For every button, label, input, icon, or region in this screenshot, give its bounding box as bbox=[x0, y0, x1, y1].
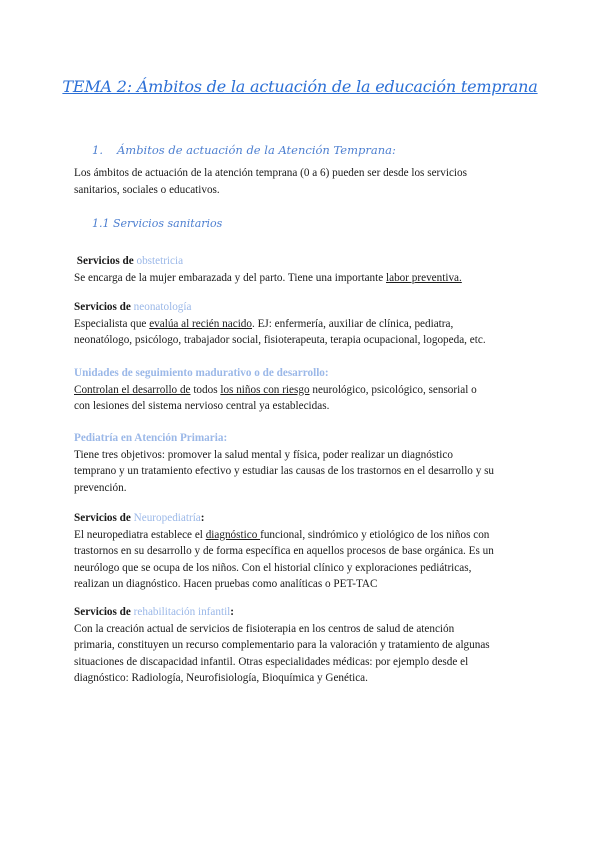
block-line-3: prevención. bbox=[74, 481, 127, 494]
text: neurológico, psicológico, sensorial o bbox=[309, 383, 477, 396]
heading-term: neonatología bbox=[133, 301, 192, 313]
block-line-4: realizan un diagnóstico. Hacen pruebas como analíticas o PET-TAC bbox=[74, 578, 378, 590]
section-heading-text: Ámbitos de actuación de la Atención Temprana: bbox=[116, 143, 396, 157]
block-line-1: Tiene tres objetivos: promover la salud mental y física, poder realizar un diagnóstico bbox=[74, 448, 453, 461]
block-neuropediatria bbox=[74, 510, 544, 593]
heading-term: obstetricia bbox=[136, 255, 184, 267]
text: . EJ: enfermería, auxiliar de clínica, pediatra, bbox=[252, 317, 454, 330]
intro-line-2: sanitarios, sociales o educativos. bbox=[74, 183, 220, 196]
section-heading-1 bbox=[92, 143, 396, 157]
underlined-text: Controlan el desarrollo de bbox=[74, 383, 191, 396]
underlined-text: evalúa al recién nacido bbox=[149, 317, 252, 330]
block-line-1 bbox=[74, 527, 544, 544]
block-heading bbox=[74, 604, 544, 621]
underlined-text: los niños con riesgo bbox=[220, 383, 310, 396]
block-line-2: neonatólogo, psicólogo, trabajador social, fisioterapeuta, terapia ocupacional, logopeda, etc. bbox=[74, 334, 486, 346]
heading-prefix: Servicios de bbox=[74, 606, 134, 618]
block-unidades bbox=[74, 365, 544, 415]
intro-line-1: Los ámbitos de actuación de la atención temprana (0 a 6) pueden ser desde los servicios bbox=[74, 167, 467, 179]
block-line-2: temprano y un tratamiento efectivo y estudiar las causas de los trastornos en el desarrollo y su bbox=[74, 465, 495, 477]
section-intro bbox=[74, 165, 544, 198]
block-heading: Pediatría en Atención Primaria: bbox=[74, 432, 228, 444]
heading-suffix: : bbox=[230, 606, 235, 618]
block-pediatria bbox=[74, 430, 544, 496]
text: Se encarga de la mujer embarazada y del parto. Tiene una importante bbox=[74, 271, 386, 284]
block-line-1: Con la creación actual de servicios de fisioterapia en los centros de salud de atención bbox=[74, 622, 455, 635]
underlined-text: labor preventiva. bbox=[386, 271, 462, 284]
block-line-1 bbox=[74, 382, 544, 399]
heading-prefix: Servicios de bbox=[76, 255, 137, 267]
text: funcional, sindrómico y etiológico de los niños con bbox=[260, 528, 490, 541]
block-line-3: situaciones de discapacidad infantil. Otras especialidades médicas: por ejemplo desde el bbox=[74, 655, 469, 668]
block-heading: Unidades de seguimiento madurativo o de desarrollo: bbox=[74, 367, 329, 379]
block-line-3: neurólogo que se ocupa de los niños. Con el historial clínico y exploraciones pediátricas, bbox=[74, 561, 472, 574]
subsection-heading: 1.1 Servicios sanitarios bbox=[92, 217, 223, 230]
block-line-1 bbox=[74, 270, 544, 287]
text: Especialista que bbox=[74, 317, 150, 330]
block-heading bbox=[74, 299, 544, 316]
underlined-text: diagnóstico bbox=[205, 528, 261, 541]
block-line-2: con lesiones del sistema nervioso central ya establecidas. bbox=[74, 400, 330, 412]
block-rehabilitacion bbox=[74, 604, 544, 687]
block-obstetricia bbox=[74, 253, 544, 286]
block-heading bbox=[74, 510, 544, 527]
block-neonatologia bbox=[74, 299, 544, 349]
heading-term: Neuropediatría bbox=[133, 512, 201, 524]
page-title: TEMA 2: Ámbitos de la actuación de la educación temprana bbox=[62, 77, 538, 96]
heading-prefix: Servicios de bbox=[74, 301, 134, 313]
heading-prefix: Servicios de bbox=[74, 512, 134, 524]
heading-term: rehabilitación infantil bbox=[133, 606, 231, 618]
block-heading bbox=[74, 253, 544, 270]
block-line-2: primaria, constituyen un recurso complementario para la valoración y tratamiento de algunas bbox=[74, 639, 490, 651]
block-line-4: diagnóstico: Radiología, Neurofisiología, Bioquímica y Genética. bbox=[74, 672, 368, 684]
text: todos bbox=[190, 383, 221, 396]
block-line-2: trastornos en su desarrollo y de forma específica en aquellos procesos de base orgánica. Es un bbox=[74, 545, 494, 557]
text: El neuropediatra establece el bbox=[74, 528, 206, 541]
heading-suffix: : bbox=[200, 512, 205, 524]
section-number: 1. bbox=[92, 143, 103, 157]
block-line-1 bbox=[74, 316, 544, 333]
